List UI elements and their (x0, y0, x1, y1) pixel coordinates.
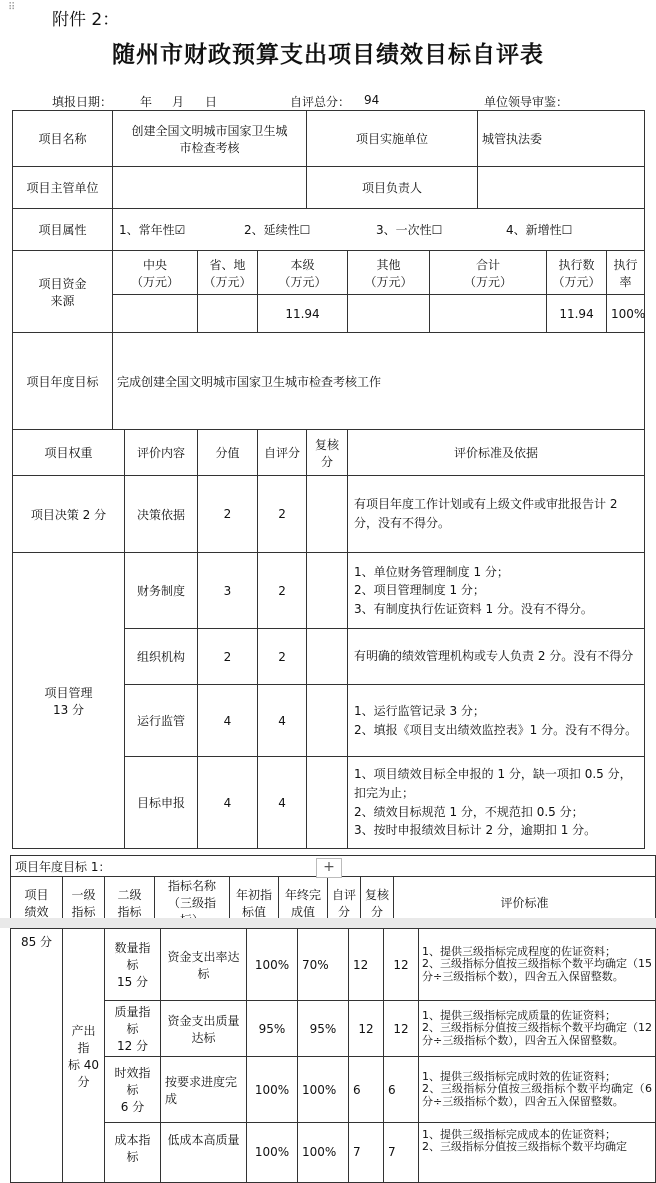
perf-header-line1: 一级 (71, 887, 96, 902)
fund-header-unit: （万元） (464, 274, 513, 289)
score-cell: 2 (198, 476, 258, 553)
criteria-cell (419, 1057, 656, 1123)
criteria-line: 2、填报《项目支出绩效监控表》1 分。没有不得分。 (354, 722, 638, 737)
criteria-line: 有项目年度工作计划或有上级文件或审批报告计 2 分，没有不得分。 (354, 497, 618, 530)
fund-header-local (258, 251, 348, 295)
table-row (13, 333, 645, 430)
criteria-cell (419, 929, 656, 1001)
criteria-line: 有明确的绩效管理机构或专人负责 2 分。没有不得分 (354, 649, 634, 664)
criteria-line: 2、三级指标分值按三级指标个数平均确定 (422, 1140, 627, 1154)
criteria-cell (419, 1123, 656, 1183)
indicator-name-line1: 低成本高质量 (167, 1133, 240, 1147)
table-move-handle-icon[interactable]: ⠿ (8, 2, 16, 13)
fund-value-local[interactable]: 11.94 (258, 295, 348, 333)
fill-date-label: 填报日期： (52, 95, 113, 109)
indicator-name-line1: 资金支出率达 (167, 949, 240, 964)
perf-header-line1: 年终完 (284, 887, 321, 902)
decision-label: 项目决策 2 分 (13, 476, 125, 553)
review-score-cell[interactable]: 7 (384, 1123, 419, 1183)
table-row (13, 251, 645, 295)
score-cell: 3 (198, 553, 258, 629)
perf-header-line2: 成值 (290, 904, 315, 919)
perf-header-line1: 项目 (24, 887, 49, 902)
page-break (0, 918, 656, 928)
attr-options (113, 209, 645, 251)
info-table (12, 110, 645, 849)
page-title: 随州市财政预算支出项目绩效目标自评表 (112, 41, 544, 68)
fund-header-unit: （万元） (278, 274, 327, 289)
indicator-name-line2: 标 (197, 966, 210, 981)
criteria-line: 2、三级指标分值按三级指标个数平均确定（12 分÷三级指标个数），四舍五入保留整数。 (422, 1021, 652, 1047)
criteria-header: 评价标准 (394, 877, 656, 929)
attr-label: 项目属性 (13, 209, 113, 251)
indicator-name-cell (161, 1001, 247, 1057)
fund-value-province[interactable] (198, 295, 258, 333)
criteria-line: 2、三级指标分值按三级指标个数平均确定（15 分÷三级指标个数），四舍五入保留整数。 (422, 957, 652, 983)
content-cell: 目标申报 (125, 757, 198, 849)
criteria-cell (419, 1001, 656, 1057)
annual-goal-label: 项目年度目标 (13, 333, 113, 430)
fund-value-executed[interactable]: 11.94 (547, 295, 607, 333)
level2-line1: 数量指标 (114, 941, 151, 972)
fund-value-rate[interactable]: 100% (607, 295, 645, 333)
content-header: 评价内容 (125, 430, 198, 476)
project-name-cell[interactable] (113, 111, 307, 167)
performance-table (10, 928, 656, 1183)
fund-source-label (13, 251, 113, 333)
table-row (11, 929, 656, 1001)
self-score-cell[interactable]: 2 (258, 476, 307, 553)
indicator-name-line2: 成 (165, 1091, 178, 1106)
level2-cell (105, 1001, 161, 1057)
day-label: 日 (205, 95, 218, 109)
self-score-cell[interactable]: 12 (349, 1001, 384, 1057)
project-name-label: 项目名称 (13, 111, 113, 167)
management-label-line2: 13 分 (52, 702, 85, 717)
annual-goal-value[interactable]: 完成创建全国文明城市国家卫生城市检查考核工作 (113, 333, 645, 430)
level2-cell (105, 1057, 161, 1123)
final-value-cell[interactable]: 100% (298, 1123, 349, 1183)
table-row (11, 1123, 656, 1183)
month-label: 月 (172, 95, 185, 109)
review-score-cell[interactable] (307, 757, 348, 849)
perf-header-line2: 分 (370, 904, 383, 919)
total-score-cell: 85 分 (11, 929, 63, 1183)
self-score-cell[interactable]: 7 (349, 1123, 384, 1183)
fund-header-other (348, 251, 430, 295)
level2-cell (105, 1123, 161, 1183)
supervisor-value[interactable] (113, 167, 307, 209)
management-label-line1: 项目管理 (44, 685, 93, 700)
criteria-line: 1、项目绩效目标全申报的 1 分，缺一项扣 0.5 分，扣完为止； (354, 767, 632, 800)
level2-line1: 时效指标 (114, 1066, 151, 1097)
final-value-cell[interactable]: 95% (298, 1001, 349, 1057)
criteria-line: 1、单位财务管理制度 1 分； (354, 564, 509, 579)
perf-header-line2: 指标 (117, 904, 142, 919)
criteria-header: 评价标准及依据 (348, 430, 645, 476)
criteria-cell (348, 476, 645, 553)
perf-header-line1: 指标名称 (167, 879, 216, 893)
criteria-line: 1、运行监管记录 3 分； (354, 703, 485, 718)
level2-line1: 质量指标 (114, 1005, 151, 1036)
final-value-cell[interactable]: 100% (298, 1057, 349, 1123)
content-cell: 决策依据 (125, 476, 198, 553)
fund-header-central (113, 251, 198, 295)
table-row (13, 553, 645, 629)
criteria-line: 3、按时申报绩效目标计 2 分，逾期扣 1 分。 (354, 823, 597, 838)
criteria-cell (348, 685, 645, 757)
indicator-name-cell (161, 1123, 247, 1183)
criteria-line: 1、提供三级指标完成时效的佐证资料； (422, 1070, 616, 1084)
criteria-cell (348, 757, 645, 849)
leader-value[interactable] (478, 167, 645, 209)
fund-value-central[interactable] (113, 295, 198, 333)
table-row (13, 209, 645, 251)
criteria-line: 1、提供三级指标完成质量的佐证资料； (422, 1009, 616, 1023)
level2-cell (105, 929, 161, 1001)
self-score-cell[interactable]: 2 (258, 629, 307, 685)
indicator-name-line2: 达标 (191, 1030, 216, 1045)
fund-header-province (198, 251, 258, 295)
criteria-line: 3、有制度执行佐证资料 1 分。没有不得分。 (354, 601, 593, 616)
initial-value-cell[interactable]: 100% (247, 1123, 298, 1183)
content-cell: 运行监管 (125, 685, 198, 757)
criteria-line: 1、提供三级指标完成程度的佐证资料； (422, 945, 616, 959)
table-row (11, 1001, 656, 1057)
indicator-name-cell (161, 1057, 247, 1123)
fund-header-unit: （万元） (130, 274, 179, 289)
perf-header-line2: 分 (337, 904, 350, 919)
impl-unit-value[interactable]: 城管执法委 (478, 111, 645, 167)
fund-header-unit: （万元） (203, 274, 252, 289)
review-score-header: 复核分 (307, 430, 348, 476)
review-score-cell[interactable] (307, 553, 348, 629)
perf-header-line2: （三级指 (167, 896, 216, 910)
initial-value-cell[interactable]: 100% (247, 929, 298, 1001)
project-name-line2: 市检查考核 (179, 140, 240, 155)
level2-line1: 成本指标 (114, 1133, 151, 1164)
fund-header-unit: （万元） (552, 274, 601, 289)
score-cell: 2 (198, 629, 258, 685)
level1-line1: 产出指 (71, 1023, 96, 1055)
leader-review-label: 单位领导审鉴： (484, 95, 569, 109)
management-label (13, 553, 125, 849)
fund-value-total[interactable] (430, 295, 547, 333)
fund-header-name: 中央 (142, 257, 167, 272)
fund-header-unit: 率 (619, 274, 632, 289)
weight-header: 项目权重 (13, 430, 125, 476)
final-value-cell[interactable]: 70% (298, 929, 349, 1001)
project-name-line1: 创建全国文明城市国家卫生城 (131, 123, 288, 138)
add-row-icon[interactable]: + (316, 858, 342, 878)
fund-header-name: 执行 (613, 257, 638, 272)
self-score-cell[interactable]: 6 (349, 1057, 384, 1123)
table-row (13, 167, 645, 209)
fund-header-name: 执行数 (558, 257, 595, 272)
self-score-cell[interactable]: 12 (349, 929, 384, 1001)
fund-value-other[interactable] (348, 295, 430, 333)
review-score-cell[interactable] (307, 476, 348, 553)
fund-header-total (430, 251, 547, 295)
fund-header-executed (547, 251, 607, 295)
table-row (13, 111, 645, 167)
level1-cell (63, 929, 105, 1183)
perf-header-line1: 自评 (332, 887, 357, 902)
level2-line2: 6 分 (120, 1100, 145, 1114)
fund-header-rate (607, 251, 645, 295)
self-score-label: 自评总分： (290, 95, 351, 109)
table-row (13, 476, 645, 553)
goal-label: 项目年度目标 1： (11, 856, 656, 877)
fund-label-line1: 项目资金 (38, 276, 87, 291)
criteria-line: 2、三级指标分值按三级指标个数平均确定（6 分÷三级指标个数），四舍五入保留整数。 (422, 1082, 652, 1108)
level1-line3: 分 (77, 1074, 90, 1089)
attr-option-new[interactable]: 4、新增性☐ (506, 223, 573, 237)
score-cell: 4 (198, 685, 258, 757)
perf-header-line2: 指标 (71, 904, 96, 919)
indicator-name-line1: 按要求进度完 (165, 1074, 238, 1089)
criteria-line: 1、提供三级指标完成成本的佐证资料； (422, 1128, 616, 1141)
attr-option-continuing[interactable]: 2、延续性☐ (244, 223, 311, 237)
indicator-name-cell (161, 929, 247, 1001)
self-score-header: 自评分 (258, 430, 307, 476)
criteria-cell (348, 629, 645, 685)
initial-value-cell[interactable]: 95% (247, 1001, 298, 1057)
review-score-cell[interactable]: 12 (384, 1001, 419, 1057)
attr-option-regular[interactable]: 1、常年性☑ (119, 223, 186, 237)
attachment-label: 附件 2： (52, 10, 120, 30)
self-score-cell[interactable]: 4 (258, 685, 307, 757)
criteria-cell (348, 553, 645, 629)
self-score-cell[interactable]: 4 (258, 757, 307, 849)
initial-value-cell[interactable]: 100% (247, 1057, 298, 1123)
perf-header-line1: 二级 (117, 887, 142, 902)
review-score-cell[interactable]: 12 (384, 929, 419, 1001)
self-score-value: 94 (364, 93, 380, 107)
supervisor-label: 项目主管单位 (13, 167, 113, 209)
level1-line2: 标 40 (67, 1057, 100, 1072)
criteria-line: 2、项目管理制度 1 分； (354, 583, 485, 598)
fund-label-line2: 来源 (50, 293, 75, 308)
fund-header-name: 省、地 (209, 257, 246, 272)
table-row (11, 1057, 656, 1123)
review-score-cell[interactable] (307, 685, 348, 757)
indicator-name-line1: 资金支出质量 (167, 1013, 240, 1028)
table-row (13, 430, 645, 476)
impl-unit-label: 项目实施单位 (307, 111, 478, 167)
fund-header-name: 合计 (476, 257, 501, 272)
fund-header-name: 其他 (376, 257, 401, 272)
fund-header-name: 本级 (290, 257, 315, 272)
content-cell: 财务制度 (125, 553, 198, 629)
level2-line2: 12 分 (116, 1039, 149, 1053)
content-cell: 组织机构 (125, 629, 198, 685)
perf-header-line1: 复核 (365, 887, 390, 902)
attr-option-onetime[interactable]: 3、一次性☐ (376, 223, 443, 237)
year-label: 年 (140, 95, 153, 109)
review-score-cell[interactable] (307, 629, 348, 685)
self-score-cell[interactable]: 2 (258, 553, 307, 629)
review-score-cell[interactable]: 6 (384, 1057, 419, 1123)
perf-header-line1: 年初指 (235, 887, 272, 902)
perf-header-line2: 绩效 (24, 904, 49, 919)
perf-header-line2: 标值 (241, 904, 266, 919)
score-cell: 4 (198, 757, 258, 849)
leader-label: 项目负责人 (307, 167, 478, 209)
fund-header-unit: （万元） (364, 274, 413, 289)
score-header: 分值 (198, 430, 258, 476)
criteria-line: 2、绩效目标规范 1 分，不规范扣 0.5 分； (354, 804, 584, 819)
level2-line2: 15 分 (116, 975, 149, 989)
